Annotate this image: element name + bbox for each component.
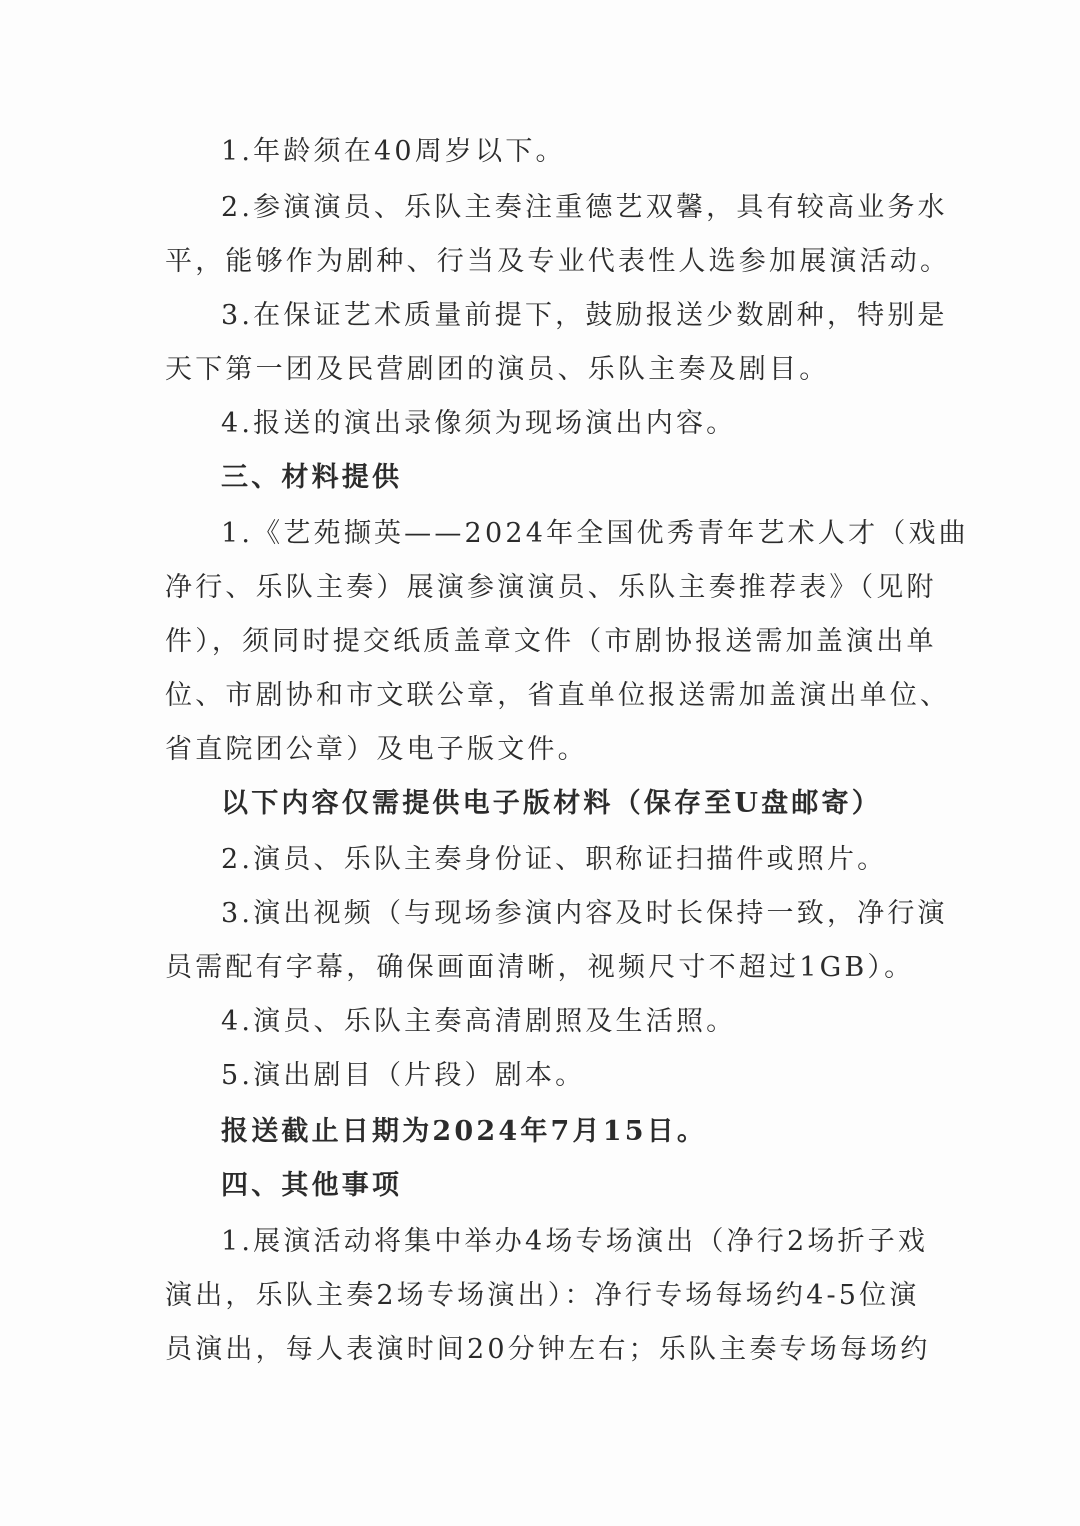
item-performer-quality-cont: 平，能够作为剧种、行当及专业代表性人选参加展演活动。: [165, 246, 951, 277]
item-photos: 4.演员、乐队主奏高清剧照及生活照。: [221, 1006, 737, 1037]
item-recommendation-form-cont-4: 省直院团公章）及电子版文件。: [165, 734, 588, 765]
item-minority-genres: 3.在保证艺术质量前提下，鼓励报送少数剧种，特别是: [221, 300, 948, 331]
section-heading-other: 四、其他事项: [221, 1170, 403, 1201]
item-performer-quality: 2.参演演员、乐队主奏注重德艺双馨，具有较高业务水: [221, 192, 948, 223]
item-recommendation-form-cont-3: 位、市剧协和市文联公章，省直单位报送需加盖演出单位、: [165, 680, 951, 711]
submission-deadline: 报送截止日期为2024年7月15日。: [221, 1116, 708, 1147]
item-recommendation-form-cont-1: 净行、乐队主奏）展演参演演员、乐队主奏推荐表》（见附: [165, 572, 937, 603]
item-live-recording: 4.报送的演出录像须为现场演出内容。: [221, 408, 737, 439]
item-script: 5.演出剧目（片段）剧本。: [221, 1060, 586, 1091]
item-minority-genres-cont: 天下第一团及民营剧团的演员、乐队主奏及剧目。: [165, 354, 830, 385]
item-showcase-schedule-cont-2: 员演出，每人表演时间20分钟左右；乐队主奏专场每场约: [165, 1334, 931, 1365]
item-age-requirement: 1.年龄须在40周岁以下。: [221, 136, 566, 167]
section-heading-materials: 三、材料提供: [221, 462, 403, 493]
item-showcase-schedule-cont-1: 演出，乐队主奏2场专场演出）：净行专场每场约4-5位演: [165, 1280, 920, 1311]
item-showcase-schedule: 1.展演活动将集中举办4场专场演出（净行2场折子戏: [221, 1226, 929, 1257]
item-recommendation-form: 1.《艺苑撷英——2024年全国优秀青年艺术人才（戏曲: [221, 518, 969, 549]
item-performance-video: 3.演出视频（与现场参演内容及时长保持一致，净行演: [221, 898, 948, 929]
electronic-materials-note: 以下内容仅需提供电子版材料（保存至U盘邮寄）: [221, 788, 882, 819]
item-performance-video-cont: 员需配有字幕，确保画面清晰，视频尺寸不超过1GB）。: [165, 952, 915, 983]
item-recommendation-form-cont-2: 件），须同时提交纸质盖章文件（市剧协报送需加盖演出单: [165, 626, 937, 657]
item-id-scans: 2.演员、乐队主奏身份证、职称证扫描件或照片。: [221, 844, 888, 875]
